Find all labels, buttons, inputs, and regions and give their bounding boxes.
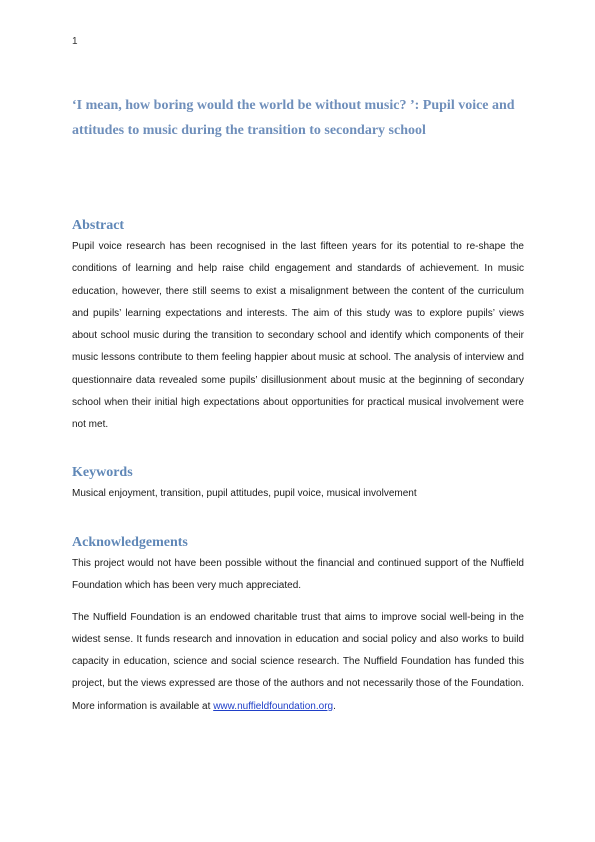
- acknowledgements-paragraph-1: This project would not have been possible without the financial and continued support of the Nuffield Foundation which has been very much appreciated.: [72, 558, 524, 592]
- abstract-heading: Abstract: [72, 218, 125, 233]
- acknowledgements-paragraph-2: [72, 607, 524, 718]
- link-trailing-period: .: [333, 700, 336, 712]
- keywords-section: [72, 464, 524, 505]
- keywords-text: Musical enjoyment, transition, pupil attitudes, pupil voice, musical involvement: [72, 488, 417, 499]
- acknowledgements-paragraph-2-text: The Nuffield Foundation is an endowed charitable trust that aims to improve social well-being in the widest sense. It funds research and innovation in education and social policy and also works to build capacity in education, science and social science research. The Nuffield Foundation has funded this project, but the views expressed are those of the authors and not necessarily those of the Foundation. More information is available at: [72, 611, 524, 712]
- keywords-heading: Keywords: [72, 465, 133, 480]
- acknowledgements-heading: Acknowledgements: [72, 535, 188, 550]
- nuffield-foundation-link[interactable]: www.nuffieldfoundation.org: [213, 700, 334, 712]
- paper-title: ‘I mean, how boring would the world be without music? ’: Pupil voice and attitudes to music during the transition to secondary school: [72, 98, 515, 138]
- abstract-text: Pupil voice research has been recognised in the last fifteen years for its potential to re-shape the conditions of learning and help raise child engagement and standards of achievement. In music education, however, there still seems to exist a misalignment between the content of the curriculum and pupils’ learning expectations and interests. The aim of this study was to explore pupils’ views about school music during the transition to secondary school and identify which components of their music lessons contribute to them feeling happier about music at school. The analysis of interview and questionnaire data revealed some pupils’ disillusionment about music at the beginning of secondary school when their initial high expectations about opportunities for practical musical involvement were not met.: [72, 241, 524, 431]
- abstract-section: [72, 217, 524, 437]
- page-number: 1: [72, 36, 78, 47]
- acknowledgements-section: [72, 534, 524, 718]
